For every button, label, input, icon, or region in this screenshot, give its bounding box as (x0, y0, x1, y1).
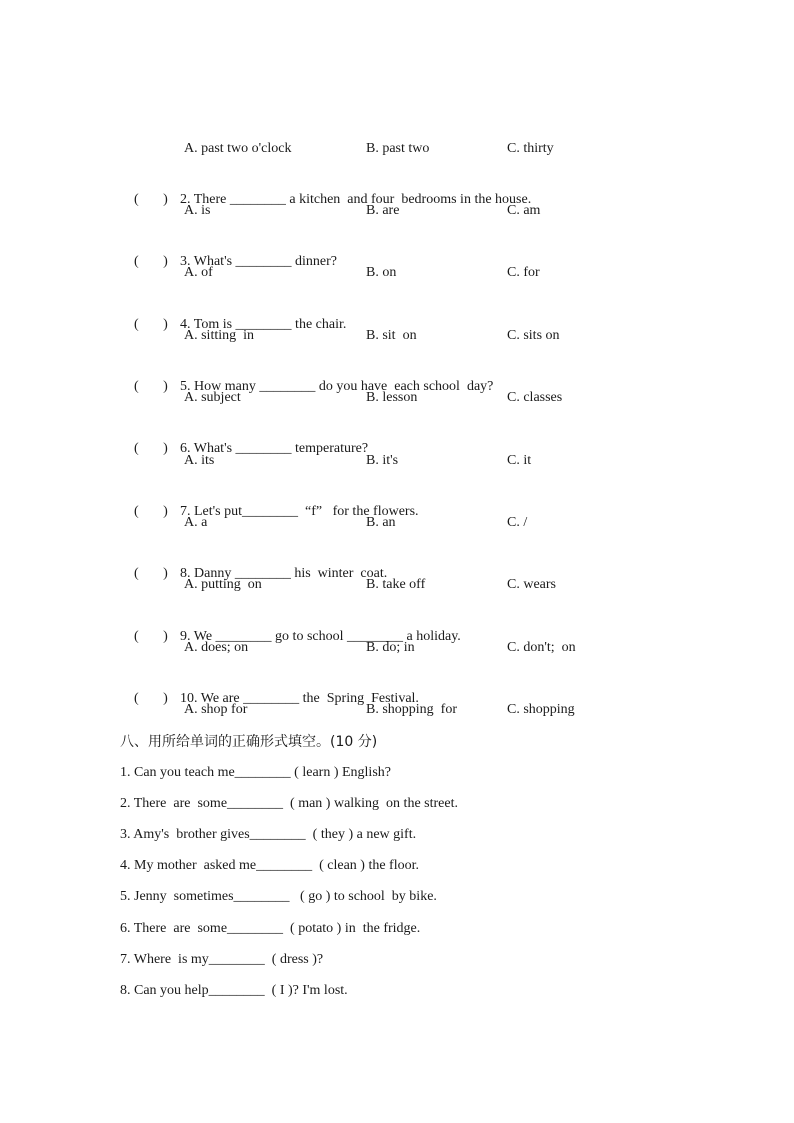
fill-item-4: 4. My mother asked me________ ( clean ) the floor. (120, 858, 419, 873)
fill-item-3: 3. Amy's brother gives________ ( they ) a new gift. (120, 827, 417, 842)
option-b: B. do; in (366, 640, 415, 655)
option-b: B. past two (366, 141, 430, 156)
option-c: C. classes (507, 390, 563, 405)
fill-item-7: 7. Where is my________ ( dress )? (120, 952, 324, 967)
option-c: C. / (507, 515, 528, 530)
option-b: B. sit on (366, 328, 417, 343)
question-3 (120, 232, 338, 269)
question-6 (120, 419, 369, 456)
option-a: A. is (184, 203, 211, 218)
fill-item-5: 5. Jenny sometimes________ ( go ) to school by bike. (120, 889, 437, 904)
fill-item-6: 6. There are some________ ( potato ) in the fridge. (120, 921, 421, 936)
option-b: B. on (366, 265, 397, 280)
question-9-options (0, 638, 794, 658)
option-b: B. it's (366, 453, 399, 468)
answer-paren: ( ) (134, 691, 168, 706)
option-b: B. lesson (366, 390, 418, 405)
answer-paren: ( ) (134, 317, 168, 332)
answer-paren: ( ) (134, 441, 168, 456)
question-7 (120, 482, 419, 519)
question-text: 6. What's ________ temperature? (180, 441, 369, 456)
option-c: C. don't; on (507, 640, 576, 655)
question-8-options (0, 575, 794, 595)
option-c: C. sits on (507, 328, 560, 343)
option-a: A. past two o'clock (184, 141, 292, 156)
question-text: 7. Let's put________ “f” for the flowers. (180, 504, 419, 519)
option-a: A. does; on (184, 640, 249, 655)
answer-paren: ( ) (134, 254, 168, 269)
option-c: C. it (507, 453, 532, 468)
answer-paren: ( ) (134, 192, 168, 207)
question-4 (120, 295, 347, 332)
option-c: C. thirty (507, 141, 554, 156)
question-3-options (0, 263, 794, 283)
option-a: A. subject (184, 390, 241, 405)
answer-paren: ( ) (134, 379, 168, 394)
question-text: 10. We are ________ the Spring Festival. (180, 691, 419, 706)
option-a: A. sitting in (184, 328, 255, 343)
question-2-options (0, 201, 794, 221)
question-10 (120, 669, 419, 706)
option-b: B. are (366, 203, 400, 218)
question-text: 2. There ________ a kitchen and four bedrooms in the house. (180, 192, 532, 207)
question-1-options (0, 139, 794, 159)
fill-item-8: 8. Can you help________ ( I )? I'm lost. (120, 983, 348, 998)
question-text: 5. How many ________ do you have each school day? (180, 379, 494, 394)
question-7-options (0, 513, 794, 533)
option-b: B. shopping for (366, 702, 457, 717)
question-9 (120, 607, 461, 644)
answer-paren: ( ) (134, 504, 168, 519)
option-b: B. take off (366, 577, 426, 592)
option-a: A. shop for (184, 702, 248, 717)
option-c: C. am (507, 203, 541, 218)
option-a: A. a (184, 515, 208, 530)
option-b: B. an (366, 515, 396, 530)
question-2 (120, 170, 532, 207)
question-text: 4. Tom is ________ the chair. (180, 317, 347, 332)
question-10-options (0, 700, 794, 720)
question-4-options (0, 326, 794, 346)
fill-item-1: 1. Can you teach me________ ( learn ) English? (120, 765, 391, 780)
question-8 (120, 544, 388, 581)
question-text: 9. We ________ go to school ________ a holiday. (180, 629, 461, 644)
option-c: C. shopping (507, 702, 575, 717)
option-c: C. for (507, 265, 540, 280)
question-5-options (0, 388, 794, 408)
section-8-heading: 八、用所给单词的正确形式填空。(10 分) (120, 734, 378, 750)
option-a: A. its (184, 453, 215, 468)
question-text: 3. What's ________ dinner? (180, 254, 338, 269)
question-6-options (0, 451, 794, 471)
fill-item-2: 2. There are some________ ( man ) walking on the street. (120, 796, 458, 811)
option-c: C. wears (507, 577, 556, 592)
question-5 (120, 357, 494, 394)
answer-paren: ( ) (134, 566, 168, 581)
option-a: A. putting on (184, 577, 262, 592)
option-a: A. of (184, 265, 213, 280)
question-text: 8. Danny ________ his winter coat. (180, 566, 388, 581)
answer-paren: ( ) (134, 629, 168, 644)
